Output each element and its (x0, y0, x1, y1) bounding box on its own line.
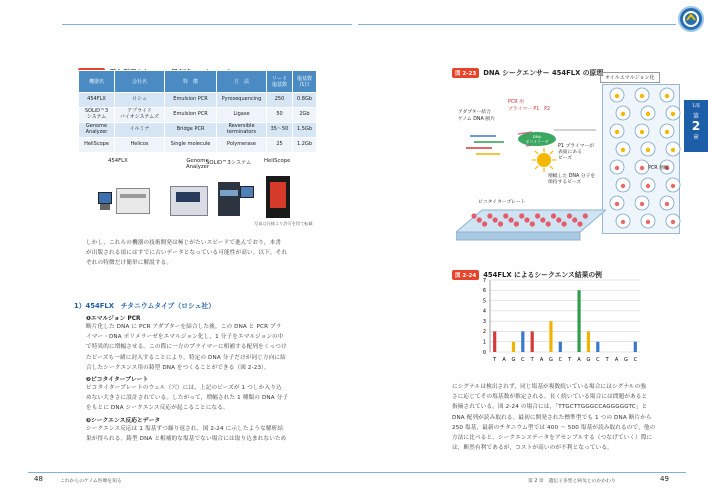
plate-bead (556, 217, 561, 222)
plate-bead (540, 217, 545, 222)
machine-labels (78, 158, 316, 228)
plate-bead (530, 221, 535, 226)
table-header-cell: 会社名 (115, 71, 165, 93)
table-cell: Pyrosequencing (217, 93, 267, 108)
y-tick-label: 7 (482, 277, 486, 284)
right-paragraph (452, 382, 690, 453)
x-tick-label: C (558, 357, 563, 363)
text-line: シークエンス反応は 1 塩基ずつ繰り返され，図 2-24 に示したような解析結 (86, 426, 284, 432)
plate-bead (514, 221, 519, 226)
droplet-bead (646, 220, 650, 224)
x-tick-label: A (614, 357, 619, 363)
y-tick-label: 6 (482, 288, 486, 295)
chapter-prefix: 第 (692, 113, 699, 120)
text-line: めない大きさに設計されている。したがって，増幅された 1 種類の DNA 分子 (86, 395, 289, 402)
chart-bar (549, 321, 552, 352)
x-tick-label: C (521, 357, 525, 363)
plate-bead (562, 221, 567, 226)
plate-bead (572, 217, 577, 222)
table-cell: 25 (267, 138, 293, 153)
plate-bead (503, 213, 508, 218)
droplet-bead (615, 202, 619, 206)
chart-bar (512, 342, 515, 352)
droplet-bead (671, 112, 675, 116)
table-cell: アプライド バイオシステムズ (115, 108, 165, 123)
text-line: 果が得られる。鋳型 DNA と相補的な塩基でない場合には取り込まれないため (86, 436, 287, 443)
table-cell: ロシュ (115, 93, 165, 108)
table-cell: 454FLX (79, 93, 115, 108)
picotiter-plate-icon (456, 202, 606, 248)
section-heading: 1）454FLX チタニウムタイプ（ロシュ社） (74, 302, 215, 310)
text-line: 断片化した DNA に PCR アダプターを結合した後，この DNA と PCR プラ (86, 324, 282, 330)
chart-bar (577, 290, 580, 352)
plate-bead (567, 213, 572, 218)
plate-bead (498, 221, 503, 226)
plate-bead (509, 217, 514, 222)
fig24-label: 図 2-24 (452, 270, 479, 280)
droplet-bead (671, 148, 675, 152)
table-header-cell: 方 法 (217, 71, 267, 93)
table-cell: HeliScope (79, 138, 115, 153)
table-cell: 0.8Gb (293, 93, 317, 108)
x-tick-label: G (624, 357, 628, 363)
plate-bead (477, 217, 482, 222)
x-tick-label: C (633, 357, 638, 363)
left-page-number: 48 (34, 475, 43, 483)
plate-bead (551, 213, 556, 218)
dna-polymerase-badge: DNA ポリメラーゼ (518, 132, 556, 146)
photo-heliscope (264, 176, 292, 218)
droplet-bead (640, 202, 644, 206)
table-cell: 1.5Gb (293, 123, 317, 138)
table-row (79, 93, 317, 108)
text-line: にシグナルは検出されず，同じ塩基が複数続いている場合にはシグナルの強 (452, 384, 647, 390)
table-cell: Helicos (115, 138, 165, 153)
sequence-chart (470, 274, 646, 366)
text-line: イマー・DNA ポリメラーゼをエマルジョン化し，1 分子をエマルジョンの中 (86, 334, 284, 341)
chapter-suffix: 章 (692, 134, 699, 141)
y-tick-label: 4 (482, 308, 486, 315)
droplet-bead (671, 184, 675, 188)
x-tick-label: C (596, 357, 600, 363)
photo-454flx (98, 184, 154, 218)
droplet-bead (621, 184, 625, 188)
table-row (79, 108, 317, 123)
chart-bar (493, 331, 496, 352)
text-line: で特異的に増幅させる。この際に一方のプライマーに相補する配列をくっつけ (86, 344, 287, 351)
primer-label: PCR 用 プライマー P1 P2 (508, 100, 551, 112)
table-cell: Emulsion PCR (165, 93, 217, 108)
table-cell: 250 (267, 93, 293, 108)
droplet-bead (646, 112, 650, 116)
table-row (79, 123, 317, 138)
y-tick-label: 5 (482, 298, 486, 305)
table-cell: Single molecule (165, 138, 217, 153)
bead-label: P1 プライマーが 表面にある ビーズ (558, 144, 595, 161)
chart-bar (634, 342, 637, 352)
table-cell: Reversible terminators (217, 123, 267, 138)
fig22-table-wrap (78, 70, 317, 153)
table-header-cell: リード 塩基数 (267, 71, 293, 93)
table-cell: 2Gb (293, 108, 317, 123)
sub3-text (86, 424, 356, 444)
right-footer-text: 第 2 章 遺伝子多型と病気とのかかわり (528, 479, 616, 484)
table-header-cell: 特 徴 (165, 71, 217, 93)
droplet-bead (646, 148, 650, 152)
x-tick-label: A (577, 357, 581, 363)
table-cell: Bridge PCR (165, 123, 217, 138)
plate-bead (487, 213, 492, 218)
x-tick-label: G (586, 357, 591, 363)
pcr-label: PCR 増幅 (648, 166, 669, 171)
x-tick-label: A (502, 357, 506, 363)
droplet-bead (621, 112, 625, 116)
right-footer-rule (356, 472, 686, 473)
text-line: 方法に比べると，シークエンスデータをアセンブルする（つなげていく）際に (452, 435, 653, 442)
plate-bead (519, 213, 524, 218)
sub2-text (86, 383, 356, 414)
plate-label: ピコタイタープレート (478, 200, 526, 205)
intro-paragraph (86, 238, 354, 269)
emulsion-droplets (603, 85, 681, 235)
droplet-bead (665, 202, 669, 206)
photo-credit: 写真は仕様より許可を得て転載 (254, 221, 313, 226)
text-line: 250 塩基，最新のチタニウム型では 400 〜 500 塩基が読み取れるので，他の (452, 424, 656, 431)
droplet-bead (640, 166, 644, 170)
text-line: 指摘されている。図 2-24 の場合には，「TTGCTTGGGCCAGGGGGTC」と (452, 404, 648, 411)
text-line: は，断然有利であるが，コストが高いのが不利となっている。 (452, 445, 613, 452)
plate-bead (524, 217, 529, 222)
sub2-heading: ❷ピコタイタープレート (86, 377, 149, 383)
x-tick-label: T (530, 357, 534, 363)
droplet-bead (646, 184, 650, 188)
emulsion-panel (602, 84, 680, 234)
text-line: たビーズも一緒に封入することにより，特定の DNA 分子だけが同じ方向に結 (86, 354, 286, 361)
fig23-label: 図 2-23 (452, 68, 479, 78)
chart-bar (559, 342, 562, 352)
left-footer-text: これからのゲノム医療を知る (60, 479, 122, 484)
table-cell: Polymerase (217, 138, 267, 153)
brand-mark-icon (680, 8, 702, 30)
left-footer-rule (28, 472, 358, 473)
sub3-heading: ❸シークエンス反応とデータ (86, 418, 161, 424)
y-tick-label: 0 (482, 349, 486, 356)
droplet-bead (665, 130, 669, 134)
droplet-bead (665, 94, 669, 98)
chart-bar (531, 331, 534, 352)
text-line: が出版される頃にはすでに古いデータとなっている可能性が高い。以下，それ (86, 250, 288, 257)
table-cell: Emulsion PCR (165, 108, 217, 123)
droplet-bead (621, 148, 625, 152)
droplet-bead (621, 220, 625, 224)
table-cell: 1.2Gb (293, 138, 317, 153)
table-cell: 35〜50 (267, 123, 293, 138)
bead-sun-icon (532, 148, 556, 172)
photo-solid (216, 178, 256, 218)
machine-label-heliscope: HeliScope (264, 158, 291, 164)
plate-bead (546, 221, 551, 226)
table-header-cell: 機器名 (79, 71, 115, 93)
plate-bead (482, 221, 487, 226)
y-tick-label: 2 (482, 329, 486, 336)
machine-label-ga: Genome Analyzer (186, 158, 210, 170)
text-line: さに応じてその塩基数が推定される。長く続いている場合には問題があると (452, 394, 648, 401)
chart-bar (521, 331, 524, 352)
bead-hold-label: 増幅した DNA 分子を 保持するビーズ (548, 174, 596, 185)
x-tick-label: G (549, 357, 553, 363)
table-header-cell: 塩基数 /1日 (293, 71, 317, 93)
plate-bead (493, 217, 498, 222)
table-cell: イルミナ (115, 123, 165, 138)
right-page-number: 49 (660, 475, 669, 483)
x-tick-label: T (605, 357, 609, 363)
table-cell: 50 (267, 108, 293, 123)
adapter-label: アダプター結合 ゲノム DNA 断片 (458, 110, 495, 122)
oil-emulsion-label: オイルエマルジョン化 (600, 72, 660, 83)
x-tick-label: A (539, 357, 544, 363)
droplet-bead (640, 130, 644, 134)
plate-bead (583, 213, 588, 218)
fig24-title: 454FLX によるシークエンス結果の例 (483, 271, 602, 279)
text-line: DNA 配列が読み取れる。最初に開発された標準型でも 1 つの DNA 断片から (452, 414, 652, 421)
sub1-text (86, 322, 356, 373)
table-cell: SOLiD™3 システム (79, 108, 115, 123)
chapter-part: 1部 (692, 104, 700, 109)
plate-bead (535, 213, 540, 218)
x-tick-label: T (568, 357, 572, 363)
machine-label-454: 454FLX (108, 158, 128, 164)
y-tick-label: 3 (482, 318, 486, 325)
y-tick-label: 1 (482, 339, 486, 346)
chapter-number: 2 (691, 119, 701, 133)
droplet-bead (671, 220, 675, 224)
table-row (79, 138, 317, 153)
photo-genome-analyzer (170, 182, 210, 218)
droplet-bead (615, 166, 619, 170)
table-cell: Genome Analyzer (79, 123, 115, 138)
text-line: 合したシークエンス用の鋳型 DNA をつくることができる（図 2-23）。 (86, 364, 270, 371)
corner-logo (678, 6, 704, 32)
x-tick-label: T (493, 357, 497, 363)
fig23-title: DNA シークエンサー 454FLX の原理 (483, 69, 604, 77)
machine-label-solid: SOLiD™3システム (206, 160, 252, 166)
text-line: ピコタイタープレートのウェル（穴）には，上記のビーズが 1 つしか入り込 (86, 385, 282, 391)
chart-bar (587, 331, 590, 352)
droplet-bead (615, 94, 619, 98)
droplet-bead (615, 130, 619, 134)
top-rule-left (62, 24, 352, 25)
text-line: をもとに DNA シークエンス反応が起こることになる。 (86, 405, 229, 412)
table-cell: Ligase (217, 108, 267, 123)
chapter-tab (684, 100, 708, 152)
sequencer-table (78, 70, 317, 153)
sub1-heading: ❶エマルジョン PCR (86, 316, 141, 322)
plate-bead (471, 213, 476, 218)
fig23-diagram (452, 70, 684, 250)
text-line: ぞれの特徴だけ簡単に解説する。 (86, 260, 173, 267)
x-tick-label: G (511, 357, 516, 363)
chart-bar (596, 342, 599, 352)
top-rule-right (358, 24, 676, 25)
plate-bead (577, 221, 582, 226)
droplet-bead (640, 94, 644, 98)
text-line: しかし，これらの機器の技術開発は極じがたいスピードで進んでおり，本書 (86, 240, 282, 246)
